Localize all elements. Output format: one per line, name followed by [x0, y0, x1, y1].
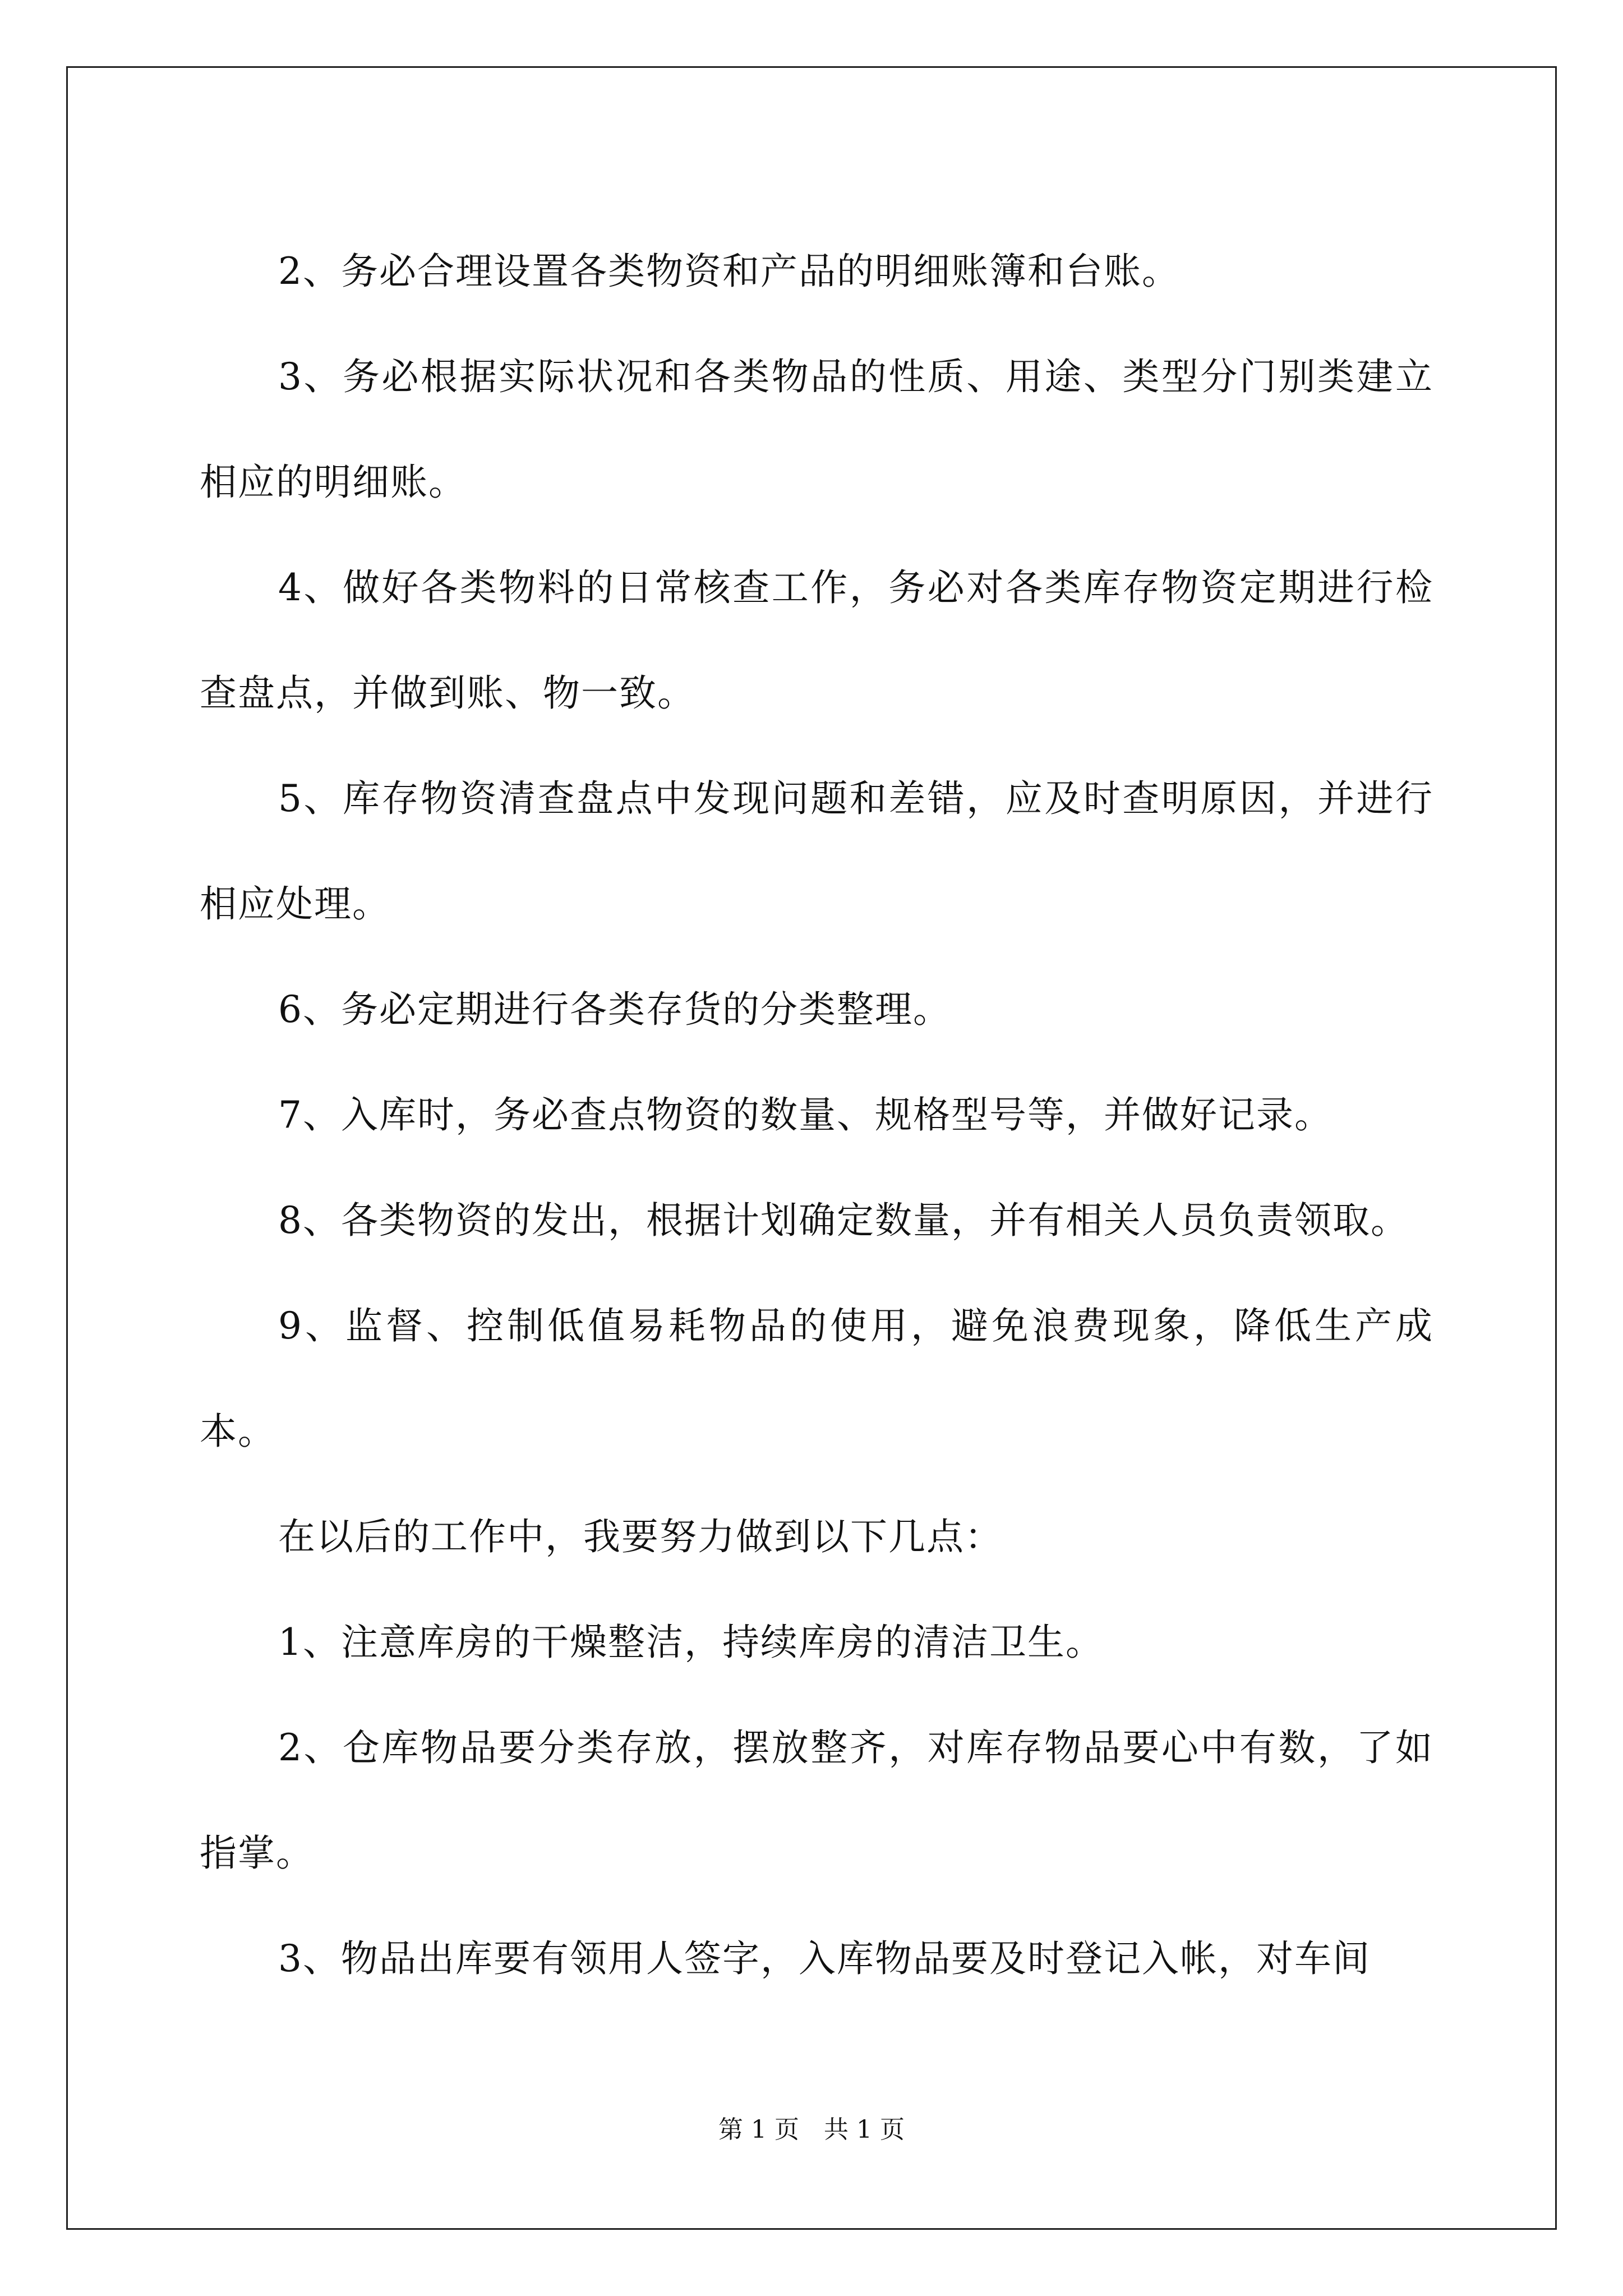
- paragraph: 9、监督、控制低值易耗物品的使用，避免浪费现象，降低生产成本。: [200, 1304, 1433, 1453]
- paragraph: 1、注意库房的干燥整洁，持续库房的清洁卫生。: [278, 1621, 1104, 1664]
- paragraph: 3、务必根据实际状况和各类物品的性质、用途、类型分门别类建立相应的明细账。: [200, 355, 1433, 504]
- paragraph: 2、务必合理设置各类物资和产品的明细账簿和台账。: [278, 250, 1180, 293]
- paragraph: 8、各类物资的发出，根据计划确定数量，并有相关人员负责领取。: [278, 1199, 1409, 1242]
- paragraph: 7、入库时，务必查点物资的数量、规格型号等，并做好记录。: [278, 1093, 1332, 1137]
- paragraph: 5、库存物资清查盘点中发现问题和差错，应及时查明原因，并进行相应处理。: [200, 777, 1433, 926]
- document-body: [200, 219, 1433, 2012]
- page-footer: 第 1 页 共 1 页: [718, 2115, 905, 2144]
- paragraph: 3、物品出库要有领用人签字，入库物品要及时登记入帐，对车间: [278, 1937, 1371, 1980]
- paragraph: 2、仓库物品要分类存放，摆放整齐，对库存物品要心中有数，了如指掌。: [200, 1726, 1433, 1875]
- paragraph: 4、做好各类物料的日常核查工作，务必对各类库存物资定期进行检查盘点，并做到账、物一致。: [200, 566, 1433, 715]
- paragraph: 6、务必定期进行各类存货的分类整理。: [278, 988, 951, 1031]
- paragraph: 在以后的工作中，我要努力做到以下几点：: [278, 1515, 1003, 1558]
